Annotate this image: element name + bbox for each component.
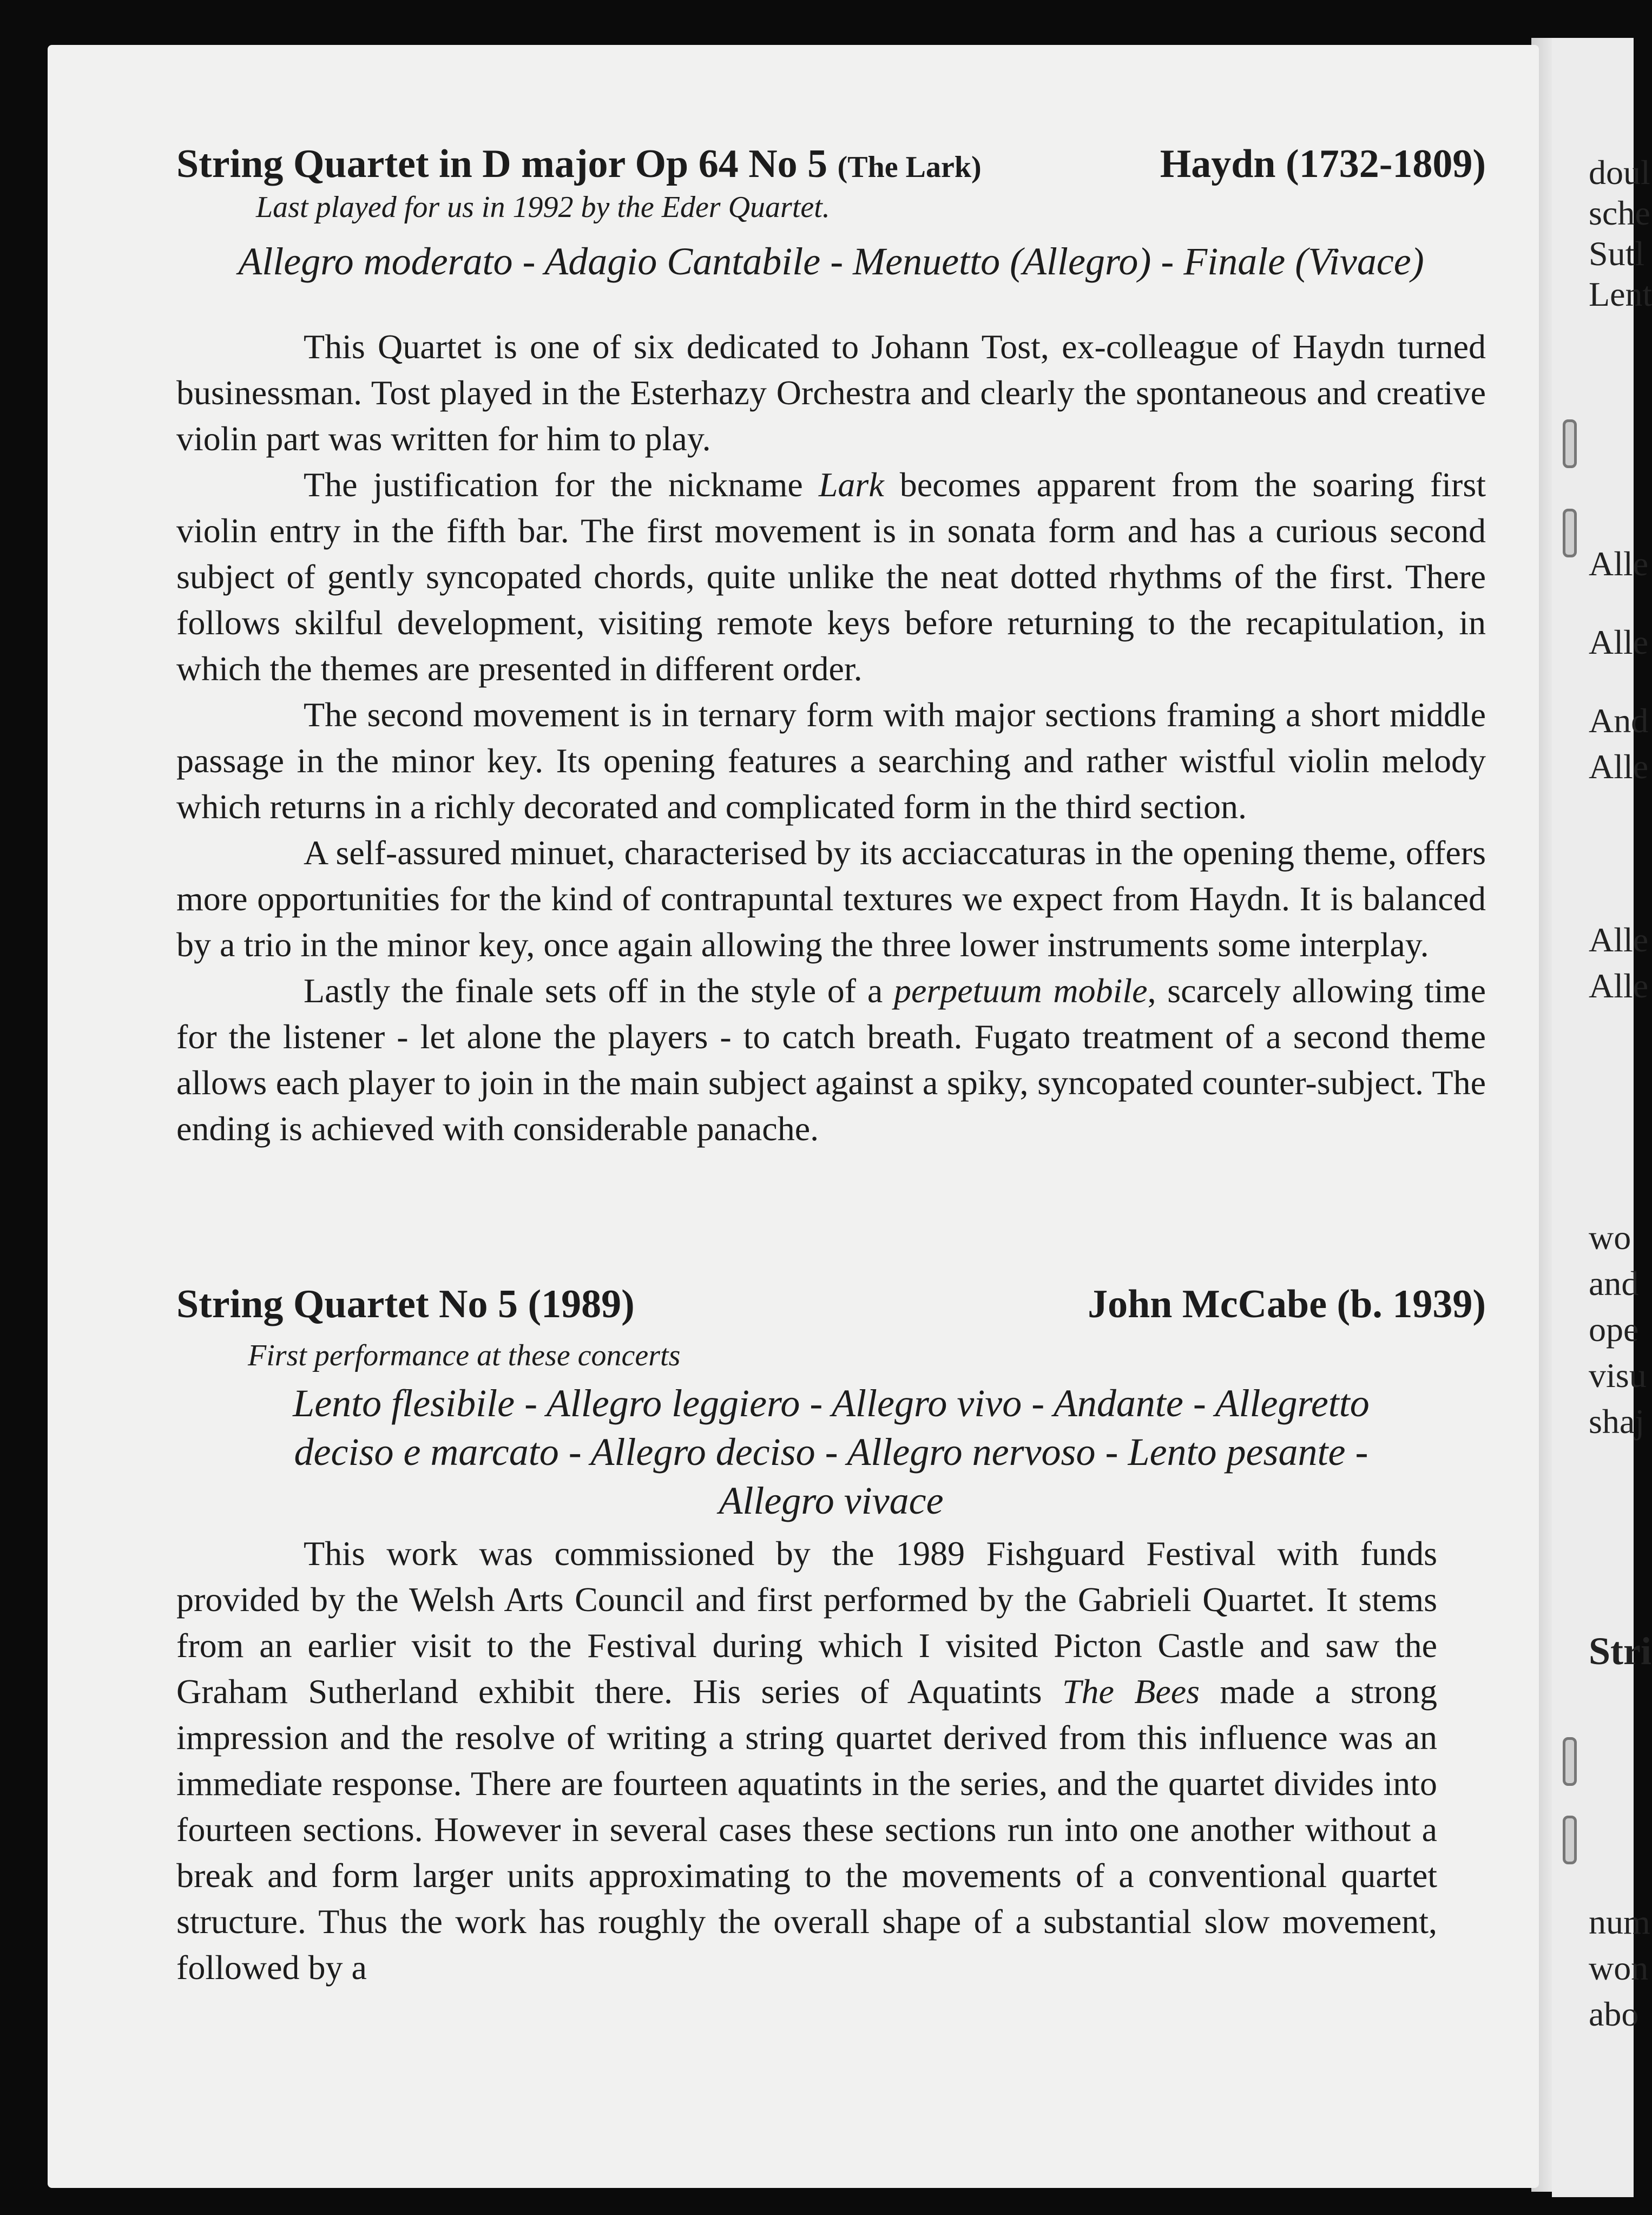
paragraph: This Quartet is one of six dedicated to Johann Tost, ex-colleague of Haydn turned businessman. Tost played in the Esterhazy Orchestra and clearly the spontaneous and creative violin part was written for him to play. [176,327,1486,458]
piece-title: String Quartet No 5 (1989) [176,1282,635,1326]
movement-line: deciso e marcato - Allegro deciso - Allegro nervoso - Lento pesante - [294,1430,1368,1474]
performance-note: Last played for us in 1992 by the Eder Quartet. [256,190,830,224]
paragraph: The justification for the nickname Lark becomes apparent from the soaring first violin entry in the fifth bar. The first movement is in sonata form and has a curious second subject of gently syncopated chords, quite unlike the neat dotted rhythms of the first. There follows skilful development, visiting remote keys before returning to the recapitulation, in which the themes are presented in different order. [176,465,1486,688]
programme-page [48,45,1539,2188]
facing-page-fragment: Alle [1589,921,1649,959]
facing-page-fragment: won [1589,1949,1649,1987]
staple-icon [1563,1816,1577,1864]
facing-page-fragment: Alle [1589,544,1649,583]
facing-page-fragment: Stri [1589,1629,1651,1673]
facing-page-fragment: Alle [1589,747,1649,786]
staple-icon [1563,509,1577,557]
composer-name: John McCabe (b. 1939) [1088,1282,1486,1326]
section-heading [176,141,1486,187]
facing-page-fragment: num [1589,1903,1650,1941]
staple-icon [1563,419,1577,468]
facing-page-fragment: doul [1589,153,1650,192]
paragraph: Lastly the finale sets off in the style of a perpetuum mobile, scarcely allowing time for the listener - let alone the players - to catch breath. Fugato treatment of a second theme allows each player to join in the main subject against a spiky, syncopated counter-subject. The ending is achieved with considerable panache. [176,971,1486,1148]
facing-page-fragment: Sutl [1589,234,1645,273]
composer-name: Haydn (1732-1809) [1160,142,1486,186]
programme-notes-mccabe [176,1530,1437,1990]
staple-icon [1563,1737,1577,1786]
piece-title: String Quartet in D major Op 64 No 5 (The Lark) [176,142,982,186]
piece-nickname: (The Lark) [837,150,982,184]
facing-page-fragment: Alle [1589,623,1649,661]
paragraph: A self-assured minuet, characterised by its acciaccaturas in the opening theme, offers more opportunities for the kind of contrapuntal textures we expect from Haydn. It is balanced by a trio in the minor key, once again allowing the three lower instruments some interplay. [176,833,1486,964]
facing-page-fragment: ope [1589,1310,1639,1349]
movement-line: Lento flesibile - Allegro leggiero - Allegro vivo - Andante - Allegretto [293,1382,1370,1425]
facing-page-fragment: visu [1589,1356,1647,1395]
facing-page-fragment: Lent [1589,275,1652,313]
facing-page-fragment: shaj [1589,1402,1645,1441]
section-heading [176,1281,1486,1327]
movement-line: Allegro vivace [719,1479,944,1522]
facing-page-fragment: abo [1589,1995,1639,2033]
facing-page-fragment: And [1589,701,1649,740]
movement-list: Allegro moderato - Adagio Cantabile - Menuetto (Allegro) - Finale (Vivace) [238,240,1424,283]
facing-page-edge [1552,38,1652,2197]
programme-notes-haydn [176,324,1486,1152]
facing-page-fragment: Alle [1589,967,1649,1005]
facing-page-fragment: sche [1589,194,1650,232]
movement-list [176,1379,1486,1525]
paragraph: This work was commissioned by the 1989 Fishguard Festival with funds provided by the Welsh Arts Council and first performed by the Gabrieli Quartet. It stems from an earlier visit to the Festival during which I visited Picton Castle and saw the Graham Sutherland exhibit there. His series of Aquatints The Bees made a strong impression and the resolve of writing a string quartet derived from this influence was an immediate response. There are fourteen aquatints in the series, and the quartet divides into fourteen sections. However in several cases these sections run into one another without a break and form larger units approximating to the movements of a conventional quartet structure. Thus the work has roughly the overall shape of a substantial slow movement, followed by a [176,1534,1438,1987]
facing-page-fragment: wo [1589,1218,1631,1257]
facing-page-fragment: and [1589,1264,1639,1303]
paragraph: The second movement is in ternary form with major sections framing a short middle passage in the minor key. Its opening features a searching and rather wistful violin melody which returns in a richly decorated and complicated form in the third section. [176,695,1486,826]
performance-note: First performance at these concerts [248,1339,681,1372]
